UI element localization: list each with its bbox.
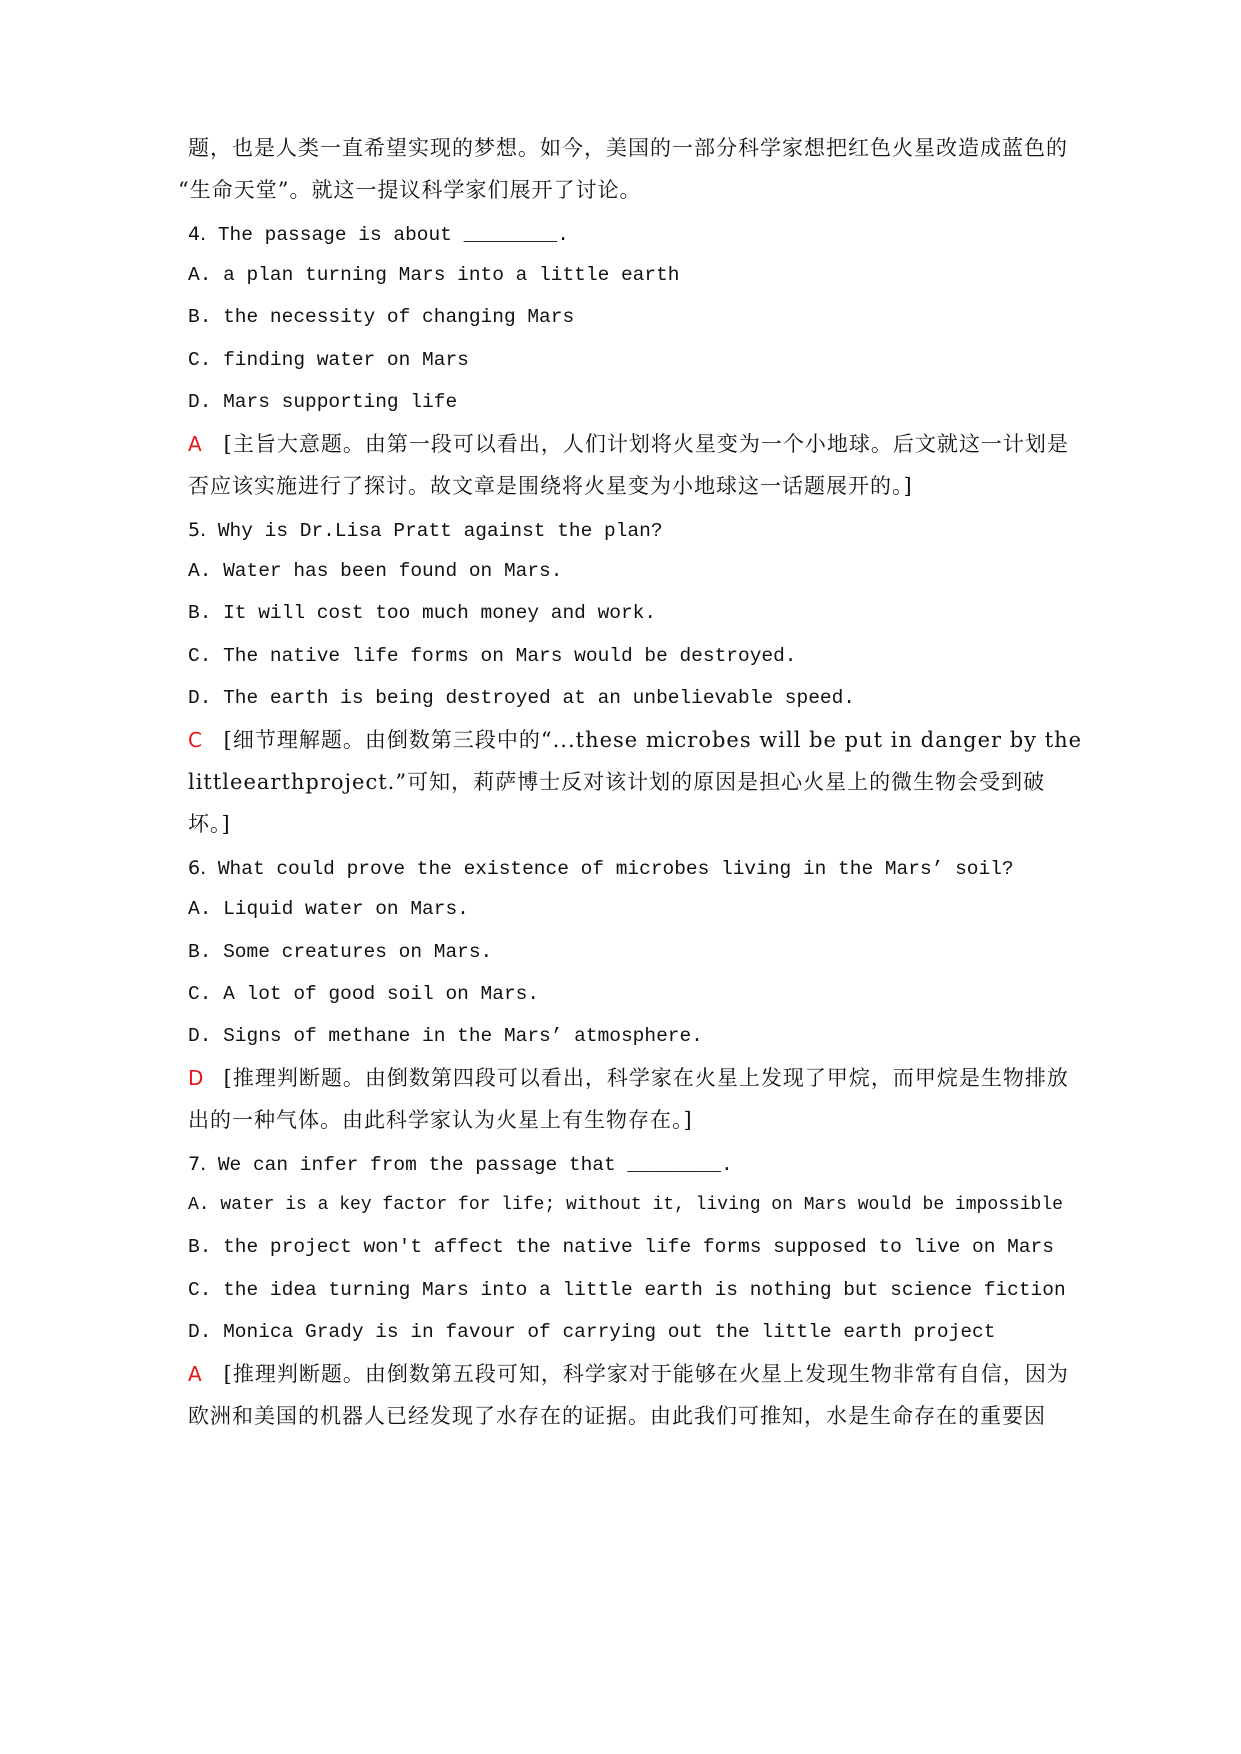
question-7-explanation-1: [188, 1354, 1088, 1394]
explanation-text: [推理判断题。由倒数第四段可以看出，科学家在火星上发现了甲烷，而甲烷是生物排放: [216, 1066, 1069, 1090]
question-7-explanation-2: 欧洲和美国的机器人已经发现了水存在的证据。由此我们可推知，水是生命存在的重要因: [188, 1404, 1046, 1428]
question-5-explanation-3: 坏。]: [188, 812, 231, 836]
question-number: 4.: [188, 223, 207, 245]
question-4-option-a: A. a plan turning Mars into a little earth: [188, 264, 680, 286]
question-6-option-b: B. Some creatures on Mars.: [188, 941, 493, 963]
question-5-option-a: A. Water has been found on Mars.: [188, 560, 563, 582]
question-4-option-c: C. finding water on Mars: [188, 349, 469, 371]
intro-line-2: “生命天堂”。就这一提议科学家们展开了讨论。: [178, 178, 642, 202]
question-text: The passage is about ________.: [206, 224, 569, 246]
question-6-explanation-2: 出的一种气体。由此科学家认为火星上有生物存在。]: [188, 1108, 693, 1132]
question-number: 7.: [188, 1153, 207, 1175]
question-text: Why is Dr.Lisa Pratt against the plan?: [206, 520, 663, 542]
question-7-option-a: A. water is a key factor for life; without it, living on Mars would be impossible: [188, 1195, 1063, 1215]
question-5-explanation-1: [188, 720, 1088, 760]
question-7-option-c: C. the idea turning Mars into a little earth is nothing but science fiction: [188, 1279, 1066, 1301]
answer-key: A: [188, 432, 203, 456]
question-4-stem: [188, 213, 1088, 253]
question-4-option-d: D. Mars supporting life: [188, 391, 458, 413]
question-text: What could prove the existence of microbes living in the Mars’ soil?: [206, 858, 1014, 880]
question-6-stem: [188, 847, 1088, 887]
answer-key: A: [188, 1362, 203, 1386]
question-6-explanation-1: [188, 1058, 1088, 1098]
question-5-explanation-2: littleearthproject.”可知，莉萨博士反对该计划的原因是担心火星上的微生物会受到破: [188, 770, 1046, 794]
question-5-option-d: D. The earth is being destroyed at an unbelievable speed.: [188, 687, 856, 709]
question-4-option-b: B. the necessity of changing Mars: [188, 306, 575, 328]
question-6-option-a: A. Liquid water on Mars.: [188, 898, 469, 920]
question-7-stem: [188, 1143, 1088, 1183]
explanation-text: [推理判断题。由倒数第五段可知，科学家对于能够在火星上发现生物非常有自信，因为: [216, 1362, 1069, 1386]
explanation-text: [主旨大意题。由第一段可以看出，人们计划将火星变为一个小地球。后文就这一计划是: [216, 432, 1069, 456]
answer-key: C: [188, 728, 202, 752]
question-5-stem: [188, 509, 1088, 549]
question-number: 6.: [188, 857, 207, 879]
intro-line-1: 题，也是人类一直希望实现的梦想。如今，美国的一部分科学家想把红色火星改造成蓝色的: [188, 136, 1068, 160]
question-5-option-b: B. It will cost too much money and work.: [188, 602, 657, 624]
question-4-explanation-2: 否应该实施进行了探讨。故文章是围绕将火星变为小地球这一话题展开的。]: [188, 474, 913, 498]
answer-key: D: [188, 1066, 205, 1090]
question-text: We can infer from the passage that ________.: [206, 1154, 733, 1176]
question-6-option-c: C. A lot of good soil on Mars.: [188, 983, 540, 1005]
question-number: 5.: [188, 519, 207, 541]
question-5-option-c: C. The native life forms on Mars would be destroyed.: [188, 645, 797, 667]
question-4-explanation-1: [188, 424, 1088, 464]
question-6-option-d: D. Signs of methane in the Mars’ atmosphere.: [188, 1025, 703, 1047]
question-7-option-d: D. Monica Grady is in favour of carrying out the little earth project: [188, 1321, 996, 1343]
explanation-text: [细节理解题。由倒数第三段中的“...these microbes will be put in danger by the: [216, 728, 1083, 752]
question-7-option-b: B. the project won't affect the native life forms supposed to live on Mars: [188, 1236, 1054, 1258]
